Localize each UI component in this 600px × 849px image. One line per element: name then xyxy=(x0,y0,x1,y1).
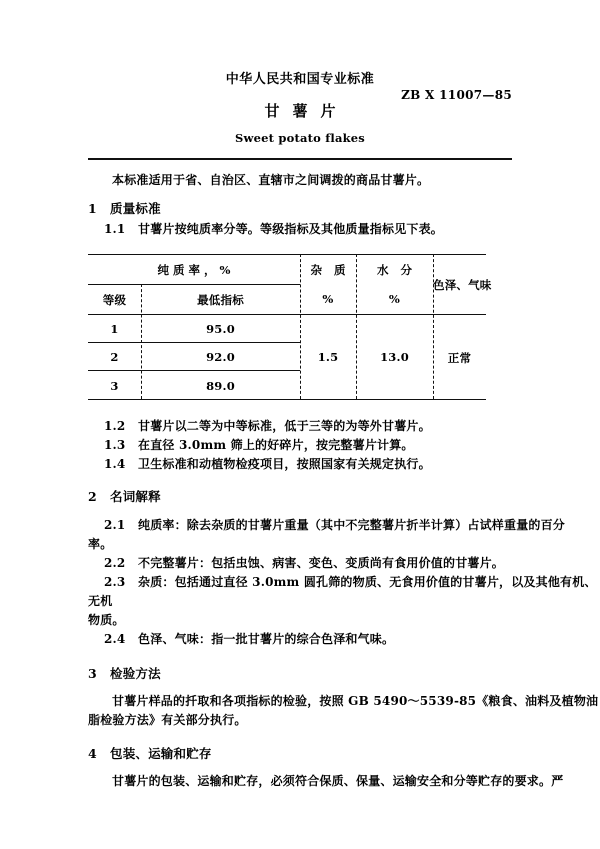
table-header-impurity-unit: % xyxy=(322,292,334,306)
section-heading-1 xyxy=(88,199,161,217)
clause-number-1-4: 1.4 xyxy=(104,457,126,471)
table-cell-grade: 3 xyxy=(110,379,119,393)
section-number-3: 3 xyxy=(88,666,97,681)
clause-text-1-3: 在直径 3.0mm 筛上的好碎片，按完整薯片计算。 xyxy=(138,438,414,452)
clause-1-1 xyxy=(104,220,443,239)
table-cell-impurity-value: 1.5 xyxy=(317,350,339,364)
clause-text-2-1: 纯质率：除去杂质的甘薯片重量（其中不完整薯片折半计算）占试样重量的百分 xyxy=(138,518,566,532)
table-cell-grade: 1 xyxy=(110,322,119,336)
table-header-bottom-line xyxy=(88,314,486,315)
table-border-top xyxy=(88,254,486,255)
table-header-moisture: 水 分 xyxy=(376,263,416,277)
header-divider xyxy=(88,158,512,160)
clause-number-1-3: 1.3 xyxy=(104,438,126,452)
clause-number-2-4: 2.4 xyxy=(104,632,126,646)
table-row-divider-1 xyxy=(88,342,300,343)
section-number-2: 2 xyxy=(88,489,97,504)
table-col-divider-moisture xyxy=(433,254,434,399)
section-title-2: 名词解释 xyxy=(110,489,161,504)
clause-2-2 xyxy=(104,554,504,573)
clause-number-2-3: 2.3 xyxy=(104,575,126,589)
clause-text-2-4: 色泽、气味：指一批甘薯片的综合色泽和气味。 xyxy=(138,632,395,646)
clause-2-1-line-1 xyxy=(104,516,565,535)
table-cell-min-index: 92.0 xyxy=(206,350,235,364)
clause-2-1-line-2: 率。 xyxy=(88,537,113,551)
clause-2-3-line-2: 无机 xyxy=(88,594,113,608)
section-heading-4 xyxy=(88,744,212,762)
table-cell-color-odor-value: 正常 xyxy=(447,351,472,365)
clause-1-2 xyxy=(104,417,431,436)
clause-2-3-line-1 xyxy=(104,573,597,592)
table-group-header-purity: 纯质率，% xyxy=(157,263,235,277)
clause-number-2-2: 2.2 xyxy=(104,556,126,570)
clause-number-2-1: 2.1 xyxy=(104,518,126,532)
national-standard-label: 中华人民共和国专业标准 xyxy=(225,72,375,87)
clause-1-4 xyxy=(104,455,431,474)
section-title-3: 检验方法 xyxy=(110,666,161,681)
clause-text-1-1: 甘薯片按纯质率分等。等级指标及其他质量指标见下表。 xyxy=(138,222,444,236)
section-number-4: 4 xyxy=(88,746,97,761)
standard-code: ZB X 11007—85 xyxy=(401,88,512,102)
section-3-body-line-2: 脂检验方法》有关部分执行。 xyxy=(88,713,247,727)
section-title-1: 质量标准 xyxy=(110,201,161,216)
table-header-impurity: 杂 质 xyxy=(310,263,350,277)
clause-number-1-2: 1.2 xyxy=(104,419,126,433)
table-group-underline xyxy=(88,284,300,285)
clause-text-2-2: 不完整薯片：包括虫蚀、病害、变色、变质尚有食用价值的甘薯片。 xyxy=(138,556,505,570)
table-cell-min-index: 95.0 xyxy=(206,322,235,336)
section-number-1: 1 xyxy=(88,201,97,216)
table-header-min-index: 最低指标 xyxy=(197,293,244,307)
english-title: Sweet potato flakes xyxy=(235,131,365,145)
scope-paragraph: 本标准适用于省、自治区、直辖市之间调拨的商品甘薯片。 xyxy=(112,173,430,187)
table-border-bottom xyxy=(88,399,486,400)
section-4-body-line-1: 甘薯片的包装、运输和贮存，必须符合保质、保量、运输安全和分等贮存的要求。严 xyxy=(112,774,564,788)
table-cell-min-index: 89.0 xyxy=(206,379,235,393)
table-header-grade: 等级 xyxy=(102,293,127,307)
section-title-4: 包装、运输和贮存 xyxy=(110,746,212,761)
clause-text-2-3: 杂质：包括通过直径 3.0mm 圆孔筛的物质、无食用价值的甘薯片，以及其他有机、 xyxy=(138,575,597,589)
table-row-divider-2 xyxy=(88,370,300,371)
table-header-color-odor: 色泽、气味 xyxy=(433,278,492,292)
clause-number-1-1: 1.1 xyxy=(104,222,126,236)
section-3-body-line-1: 甘薯片样品的扦取和各项指标的检验，按照 GB 5490～5539-85《粮食、油料及植物油 xyxy=(112,694,599,708)
clause-1-3 xyxy=(104,436,414,455)
page-title: 甘薯片 xyxy=(264,102,349,120)
section-heading-3 xyxy=(88,664,161,682)
section-heading-2 xyxy=(88,487,161,505)
table-cell-moisture-value: 13.0 xyxy=(380,350,409,364)
clause-2-4 xyxy=(104,630,394,649)
quality-index-table xyxy=(88,254,492,401)
table-header-moisture-unit: % xyxy=(388,292,401,306)
clause-2-3-line-3: 物质。 xyxy=(88,613,125,627)
clause-text-1-4: 卫生标准和动植物检疫项目，按照国家有关规定执行。 xyxy=(138,457,431,471)
clause-text-1-2: 甘薯片以二等为中等标准，低于三等的为等外甘薯片。 xyxy=(138,419,431,433)
table-cell-grade: 2 xyxy=(110,350,119,364)
